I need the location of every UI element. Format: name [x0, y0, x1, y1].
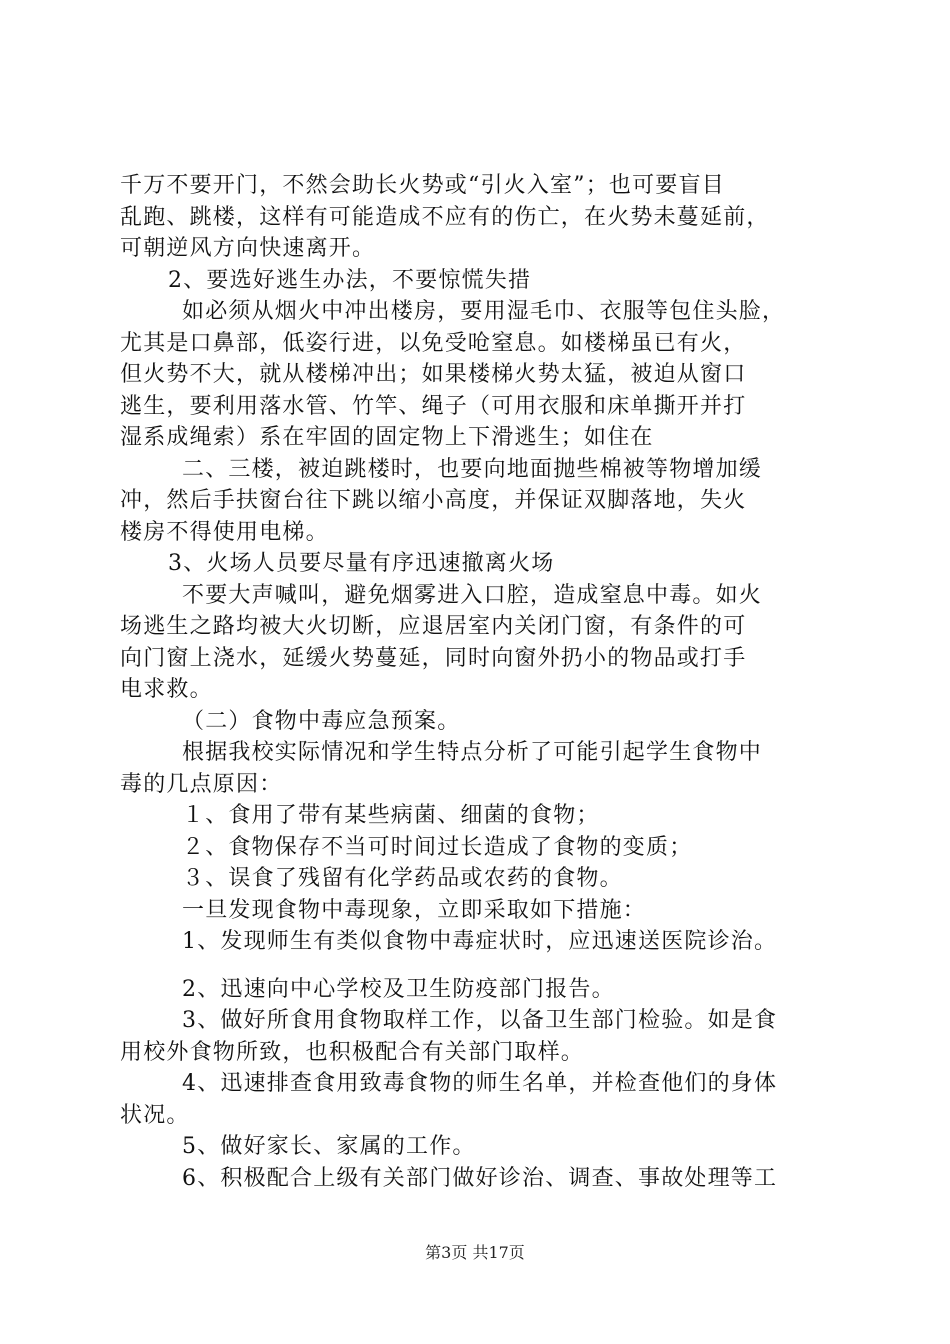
text-line: 一旦发现食物中毒现象，立即采取如下措施：	[182, 897, 647, 923]
text-line: 但火势不大，就从楼梯冲出；如果楼梯火势太猛，被迫从窗口	[120, 362, 747, 387]
section-heading: 2、要选好逃生办法，不要惊慌失措	[168, 267, 532, 293]
text-line: 可朝逆风方向快速离开。	[120, 236, 376, 261]
text-line: 用校外食物所致，也积极配合有关部门取样。	[120, 1039, 585, 1065]
blank-gap	[120, 958, 840, 974]
text-line: 乱跑、跳楼，这样有可能造成不应有的伤亡，在火势未蔓延前，	[120, 204, 770, 230]
text-line: 千万不要开门，不然会助长火势或“引火入室”；也可要盲目	[120, 173, 725, 198]
text-line: 楼房不得使用电梯。	[120, 519, 329, 545]
list-item: ３、误食了残留有化学药品或农药的食物。	[182, 866, 623, 891]
body-text	[120, 170, 840, 1194]
list-item: １、食用了带有某些病菌、细菌的食物；	[182, 803, 600, 828]
list-item: 3、做好所食用食物取样工作，以备卫生部门检验。如是食	[182, 1008, 778, 1033]
list-item: 1、发现师生有类似食物中毒症状时，应迅速送医院诊治。	[182, 929, 778, 954]
text-line: 状况。	[120, 1102, 190, 1128]
text-line: 湿系成绳索）系在牢固的固定物上下滑逃生；如住在	[120, 425, 654, 450]
text-line: 如必须从烟火中冲出楼房，要用湿毛巾、衣服等包住头脸，	[182, 299, 786, 324]
text-line: 向门窗上浇水，延缓火势蔓延，同时向窗外扔小的物品或打手	[120, 645, 747, 671]
list-item: 4、迅速排查食用致毒食物的师生名单，并检查他们的身体	[182, 1071, 778, 1096]
text-line: 场逃生之路均被大火切断，应退居室内关闭门窗，有条件的可	[120, 614, 747, 639]
list-item: ２、食物保存不当可时间过长造成了食物的变质；	[182, 834, 693, 860]
list-item: 2、迅速向中心学校及卫生防疫部门报告。	[182, 976, 615, 1002]
text-line: 冲，然后手扶窗台往下跳以缩小高度，并保证双脚落地，失火	[120, 488, 747, 513]
page-number: 第3页 共17页	[425, 1243, 525, 1262]
text-line: 毒的几点原因：	[120, 771, 283, 797]
text-line: 二、三楼，被迫跳楼时，也要向地面抛些棉被等物增加缓	[182, 456, 763, 482]
text-line: 不要大声喊叫，避免烟雾进入口腔，造成窒息中毒。如火	[182, 582, 763, 608]
text-line: 尤其是口鼻部，低姿行进，以免受呛窒息。如楼梯虽已有火，	[120, 330, 747, 356]
text-line: 电求救。	[120, 677, 213, 702]
text-line: 逃生，要利用落水管、竹竿、绳子（可用衣服和床单撕开并打	[120, 393, 747, 419]
list-item: 5、做好家长、家属的工作。	[182, 1134, 476, 1159]
text-line: 根据我校实际情况和学生特点分析了可能引起学生食物中	[182, 740, 763, 765]
section-heading: （二）食物中毒应急预案。	[182, 708, 461, 734]
list-item: 6、积极配合上级有关部门做好诊治、调查、事故处理等工	[182, 1165, 778, 1191]
section-heading: 3、火场人员要尽量有序迅速撤离火场	[168, 551, 555, 576]
